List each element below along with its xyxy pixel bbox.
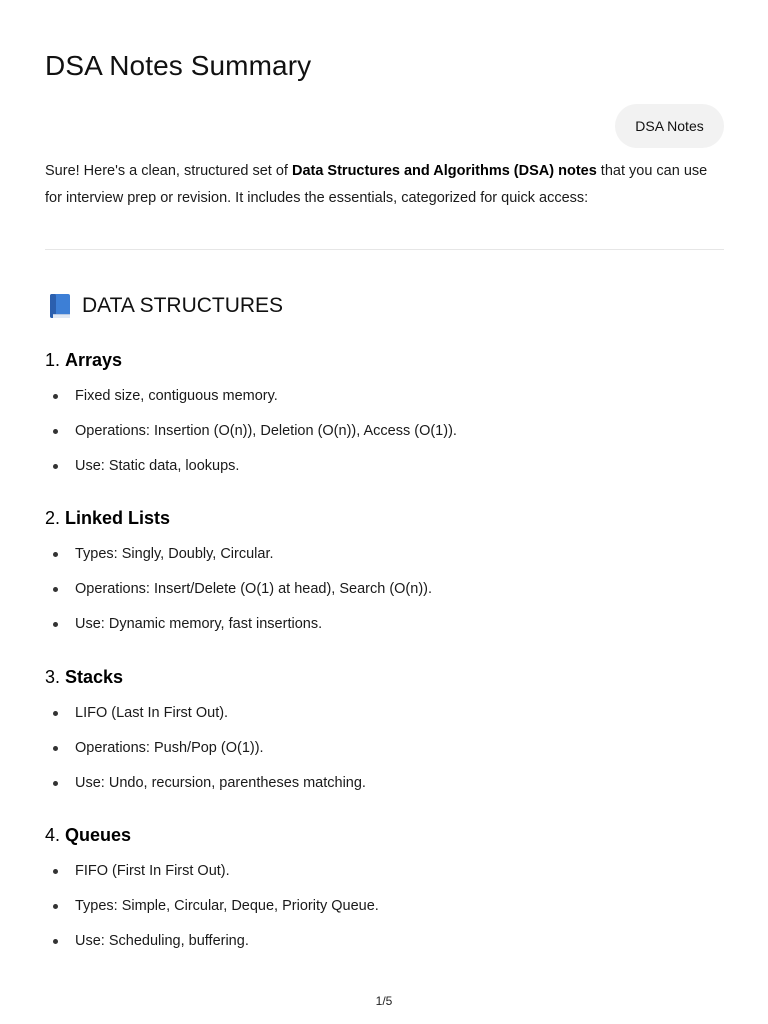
list-item-text: Types: Singly, Doubly, Circular. (75, 546, 274, 562)
bullet-dot (53, 746, 58, 751)
list-item (45, 924, 725, 959)
bullet-dot (53, 781, 58, 786)
section-heading (48, 290, 283, 322)
intro-bold-text: Data Structures and Algorithms (DSA) notes (291, 163, 597, 179)
intro-paragraph (45, 158, 725, 212)
intro-text-start: Sure! Here's a clean, structured set of (45, 163, 292, 179)
bullet-dot (53, 587, 58, 592)
bullet-dot (53, 622, 58, 627)
list-item (45, 854, 725, 889)
bullet-dot (53, 869, 58, 874)
list-item (45, 607, 725, 642)
topic-number: 1. (45, 350, 66, 370)
topic-heading-linked-lists (45, 505, 170, 531)
bullet-dot (53, 429, 58, 434)
list-item-text: Fixed size, contiguous memory. (75, 388, 278, 404)
list-item-text: LIFO (Last In First Out). (75, 705, 229, 721)
list-item-text: Use: Dynamic memory, fast insertions. (75, 616, 323, 632)
topic-heading-stacks (45, 664, 123, 690)
list-item-text: FIFO (First In First Out). (75, 863, 230, 879)
topic-name: Arrays (65, 350, 123, 370)
list-item (45, 414, 725, 449)
list-item-text: Operations: Insertion (O(n)), Deletion (O(n)), Access (O(1)). (75, 423, 457, 439)
section-heading-label: DATA STRUCTURES (82, 294, 284, 317)
dsa-notes-chip[interactable]: DSA Notes (615, 104, 724, 148)
topic-bullets-arrays (45, 379, 725, 484)
list-item-text: Use: Scheduling, buffering. (75, 933, 249, 949)
topic-name: Linked Lists (65, 508, 171, 528)
topic-bullets-linked-lists (45, 537, 725, 642)
list-item (45, 696, 725, 731)
blue-book-icon (48, 292, 72, 320)
topic-number: 2. (45, 508, 66, 528)
bullet-dot (53, 939, 58, 944)
page-title: DSA Notes Summary (45, 50, 312, 81)
list-item (45, 766, 725, 801)
topic-heading-queues (45, 822, 131, 848)
topic-name: Stacks (65, 667, 124, 687)
list-item (45, 537, 725, 572)
list-item-text: Use: Undo, recursion, parentheses matching. (75, 775, 366, 791)
topic-number: 3. (45, 667, 66, 687)
section-divider (45, 249, 724, 250)
list-item (45, 889, 725, 924)
bullet-dot (53, 904, 58, 909)
list-item-text: Use: Static data, lookups. (75, 458, 240, 474)
list-item-text: Operations: Push/Pop (O(1)). (75, 740, 264, 756)
list-item-text: Types: Simple, Circular, Deque, Priority Queue. (75, 898, 379, 914)
list-item (45, 731, 725, 766)
topic-bullets-queues (45, 854, 725, 959)
bullet-dot (53, 711, 58, 716)
page-number: 1/5 (375, 994, 393, 1008)
intro-text-end: that you can use for interview prep or revision. It includes the essentials, categorized for quick access: (45, 163, 708, 206)
bullet-dot (53, 394, 58, 399)
topic-number: 4. (45, 825, 66, 845)
bullet-dot (53, 552, 58, 557)
list-item-text: Operations: Insert/Delete (O(1) at head), Search (O(n)). (75, 581, 432, 597)
list-item (45, 572, 725, 607)
list-item (45, 449, 725, 484)
topic-name: Queues (65, 825, 132, 845)
topic-bullets-stacks (45, 696, 725, 801)
bullet-dot (53, 464, 58, 469)
list-item (45, 379, 725, 414)
topic-heading-arrays (45, 347, 122, 373)
